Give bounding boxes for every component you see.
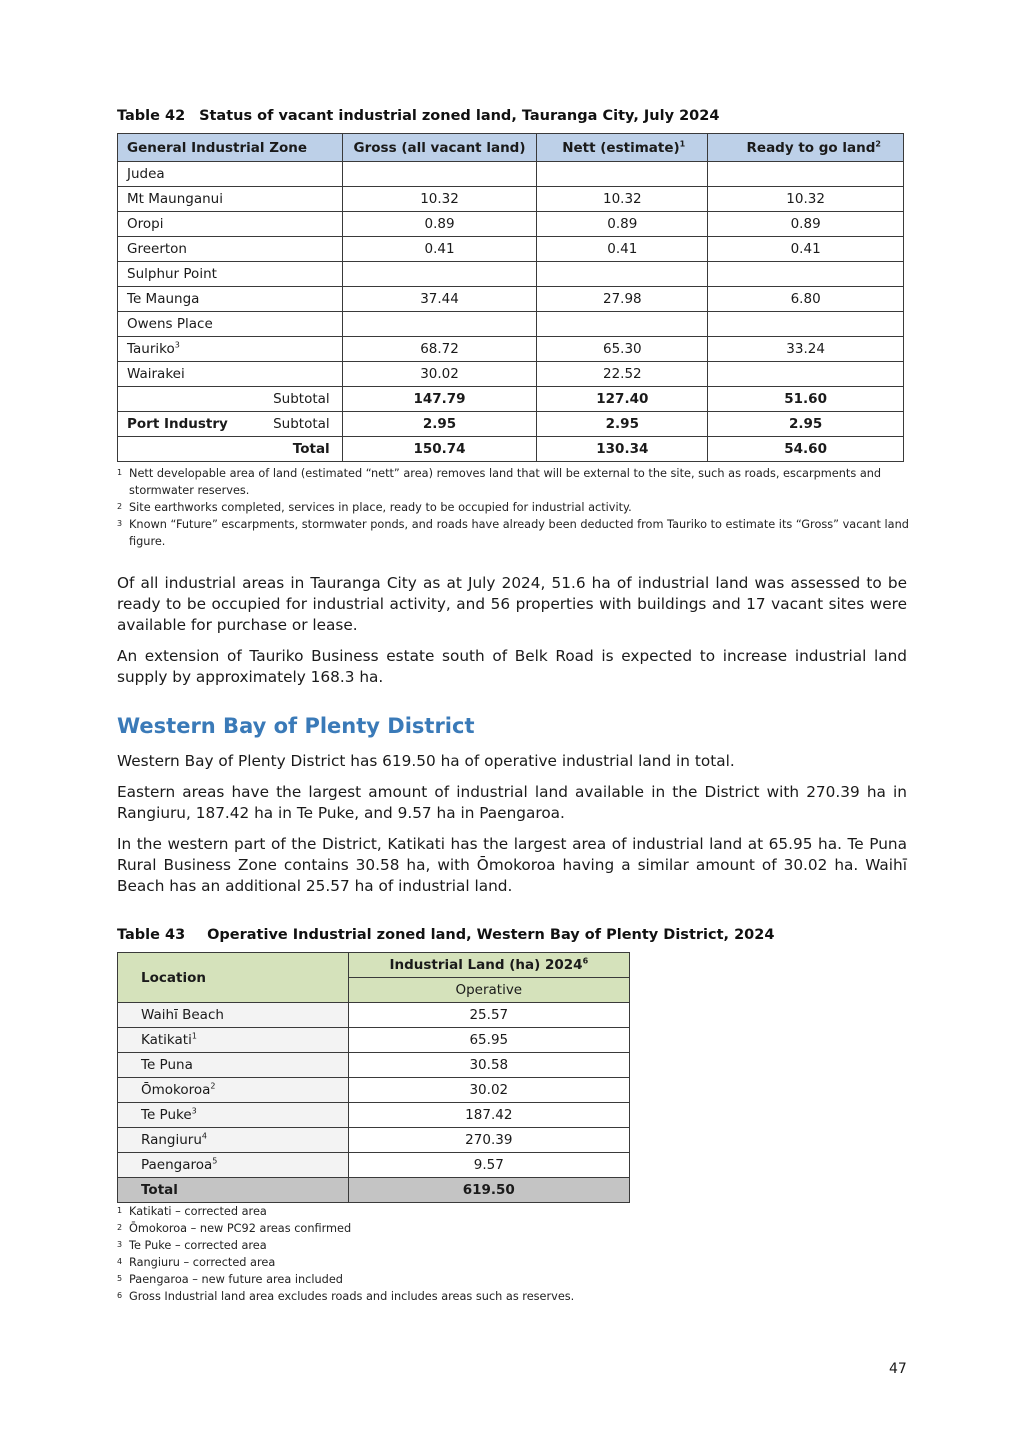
- location-cell: Paengaroa$^5$: [118, 1153, 349, 1178]
- gross-cell: 0.41: [342, 237, 537, 262]
- table-row: [118, 1053, 630, 1078]
- table-row: [118, 1003, 630, 1028]
- gross-cell: 10.32: [342, 187, 537, 212]
- header-location: Location: [118, 953, 349, 1003]
- zone-cell: Greerton: [118, 237, 343, 262]
- table-row: [118, 262, 904, 287]
- paragraph: Eastern areas have the largest amount of industrial land available in the District with 270.39 ha in Rangiuru, 187.42 ha in Te Puke, and 9.57 ha in Paengaroa.: [117, 783, 907, 822]
- total-row: [118, 437, 904, 462]
- paragraph: Western Bay of Plenty District has 619.50 ha of operative industrial land in total.: [117, 752, 735, 770]
- zone-cell: Judea: [118, 162, 343, 187]
- footnote: 6 Gross Industrial land area excludes roads and includes areas such as reserves.: [117, 1290, 575, 1303]
- table-row: [118, 1128, 630, 1153]
- zone-cell: Wairakei: [118, 362, 343, 387]
- ready-cell: 0.41: [708, 237, 904, 262]
- table-row: [118, 337, 904, 362]
- table-row: [118, 212, 904, 237]
- footnote: 2 Site earthworks completed, services in place, ready to be occupied for industrial activity.: [117, 501, 632, 514]
- nett-cell: 0.41: [537, 237, 708, 262]
- section-heading: Western Bay of Plenty District: [117, 714, 475, 738]
- value-cell: 25.57: [348, 1003, 629, 1028]
- footnote: 1 Nett developable area of land (estimated “nett” area) removes land that will be external to the site, such as roads, escarpments and stormwater reserves.: [117, 467, 882, 497]
- paragraph: Of all industrial areas in Tauranga City as at July 2024, 51.6 ha of industrial land was assessed to be ready to be occupied for industrial activity, and 56 properties with buildings and 17 vacant sites were available for purchase or lease.: [117, 574, 907, 634]
- gross-cell: [342, 312, 537, 337]
- location-cell: Ōmokoroa$^2$: [118, 1078, 349, 1103]
- table-header-row: [118, 134, 904, 162]
- ready-cell: 6.80: [708, 287, 904, 312]
- table-43-footnotes: [117, 1203, 932, 1305]
- header-nett: Nett (estimate)$^1$: [537, 134, 708, 162]
- table-42: [117, 133, 904, 462]
- table-43: [117, 952, 630, 1203]
- footnote: 1 Katikati – corrected area: [117, 1205, 267, 1218]
- footnote: 3 Te Puke – corrected area: [117, 1239, 267, 1252]
- nett-cell: [537, 162, 708, 187]
- value-cell: 65.95: [348, 1028, 629, 1053]
- nett-cell: 0.89: [537, 212, 708, 237]
- paragraph: In the western part of the District, Katikati has the largest area of industrial land at 65.95 ha. Te Puna Rural Business Zone contains 30.58 ha, with Ōmokoroa having a similar amount of 30.02 ha. Waihī Beach has an additional 25.57 ha of industrial land.: [117, 835, 907, 895]
- value-cell: 270.39: [348, 1128, 629, 1153]
- table-row: [118, 362, 904, 387]
- zone-cell: Te Maunga: [118, 287, 343, 312]
- ready-cell: 54.60: [708, 437, 904, 462]
- location-cell: Waihī Beach: [118, 1003, 349, 1028]
- ready-cell: 0.89: [708, 212, 904, 237]
- nett-cell: 10.32: [537, 187, 708, 212]
- port-industry-row: [118, 412, 904, 437]
- gross-cell: 150.74: [342, 437, 537, 462]
- zone-cell: Tauriko$^3$: [118, 337, 343, 362]
- subtotal-label: Subtotal: [118, 387, 343, 412]
- table-43-caption: [117, 927, 774, 943]
- table-row: [118, 287, 904, 312]
- zone-cell: Sulphur Point: [118, 262, 343, 287]
- nett-cell: 65.30: [537, 337, 708, 362]
- footnote: 4 Rangiuru – corrected area: [117, 1256, 276, 1269]
- ready-cell: [708, 162, 904, 187]
- ready-cell: [708, 312, 904, 337]
- value-cell: 9.57: [348, 1153, 629, 1178]
- table-row: [118, 1078, 630, 1103]
- value-cell: 187.42: [348, 1103, 629, 1128]
- table-row: [118, 1103, 630, 1128]
- table-title: Status of vacant industrial zoned land, Tauranga City, July 2024: [199, 108, 720, 124]
- value-cell: 30.58: [348, 1053, 629, 1078]
- nett-cell: 22.52: [537, 362, 708, 387]
- gross-cell: 30.02: [342, 362, 537, 387]
- total-label: Total: [118, 437, 343, 462]
- footnote: 5 Paengaroa – new future area included: [117, 1273, 343, 1286]
- subtotal-row: [118, 387, 904, 412]
- location-cell: Te Puna: [118, 1053, 349, 1078]
- ready-cell: 33.24: [708, 337, 904, 362]
- ready-cell: [708, 262, 904, 287]
- gross-cell: [342, 262, 537, 287]
- nett-cell: 2.95: [537, 412, 708, 437]
- table-number: Table 43: [117, 927, 186, 943]
- footnote: 2 Ōmokoroa – new PC92 areas confirmed: [117, 1222, 352, 1235]
- zone-cell: Mt Maunganui: [118, 187, 343, 212]
- table-row: [118, 1153, 630, 1178]
- nett-cell: [537, 262, 708, 287]
- value-cell: 30.02: [348, 1078, 629, 1103]
- header-operative: Operative: [348, 978, 629, 1003]
- page-number: 47: [889, 1361, 907, 1377]
- table-row: [118, 237, 904, 262]
- location-cell: Te Puke$^3$: [118, 1103, 349, 1128]
- gross-cell: 37.44: [342, 287, 537, 312]
- zone-cell: Owens Place: [118, 312, 343, 337]
- table-42-footnotes: [117, 465, 932, 550]
- table-row: [118, 187, 904, 212]
- ready-cell: 10.32: [708, 187, 904, 212]
- gross-cell: 68.72: [342, 337, 537, 362]
- table-row: [118, 312, 904, 337]
- gross-cell: 2.95: [342, 412, 537, 437]
- header-zone: General Industrial Zone: [118, 134, 343, 162]
- zone-cell: Oropi: [118, 212, 343, 237]
- ready-cell: 2.95: [708, 412, 904, 437]
- nett-cell: 130.34: [537, 437, 708, 462]
- paragraph: An extension of Tauriko Business estate south of Belk Road is expected to increase industrial land supply by approximately 168.3 ha.: [117, 647, 907, 686]
- nett-cell: [537, 312, 708, 337]
- table-header-row: [118, 953, 630, 978]
- location-cell: Rangiuru$^4$: [118, 1128, 349, 1153]
- gross-cell: [342, 162, 537, 187]
- port-industry-label: Port Industry Subtotal: [118, 412, 343, 437]
- header-gross: Gross (all vacant land): [342, 134, 537, 162]
- nett-cell: 27.98: [537, 287, 708, 312]
- location-cell: Katikati$^1$: [118, 1028, 349, 1053]
- total-label: Total: [118, 1178, 349, 1203]
- header-ready: Ready to go land$^2$: [708, 134, 904, 162]
- footnote: 3 Known “Future” escarpments, stormwater ponds, and roads have already been deducted from Tauriko to estimate its “Gross” vacant land figure.: [117, 518, 909, 548]
- gross-cell: 147.79: [342, 387, 537, 412]
- table-title: Operative Industrial zoned land, Western Bay of Plenty District, 2024: [207, 927, 775, 943]
- header-industrial-land: Industrial Land (ha) 2024$^6$: [348, 953, 629, 978]
- ready-cell: [708, 362, 904, 387]
- total-value: 619.50: [348, 1178, 629, 1203]
- total-row: [118, 1178, 630, 1203]
- table-42-caption: [117, 108, 719, 124]
- ready-cell: 51.60: [708, 387, 904, 412]
- table-row: [118, 1028, 630, 1053]
- gross-cell: 0.89: [342, 212, 537, 237]
- nett-cell: 127.40: [537, 387, 708, 412]
- table-number: Table 42: [117, 108, 186, 124]
- table-row: [118, 162, 904, 187]
